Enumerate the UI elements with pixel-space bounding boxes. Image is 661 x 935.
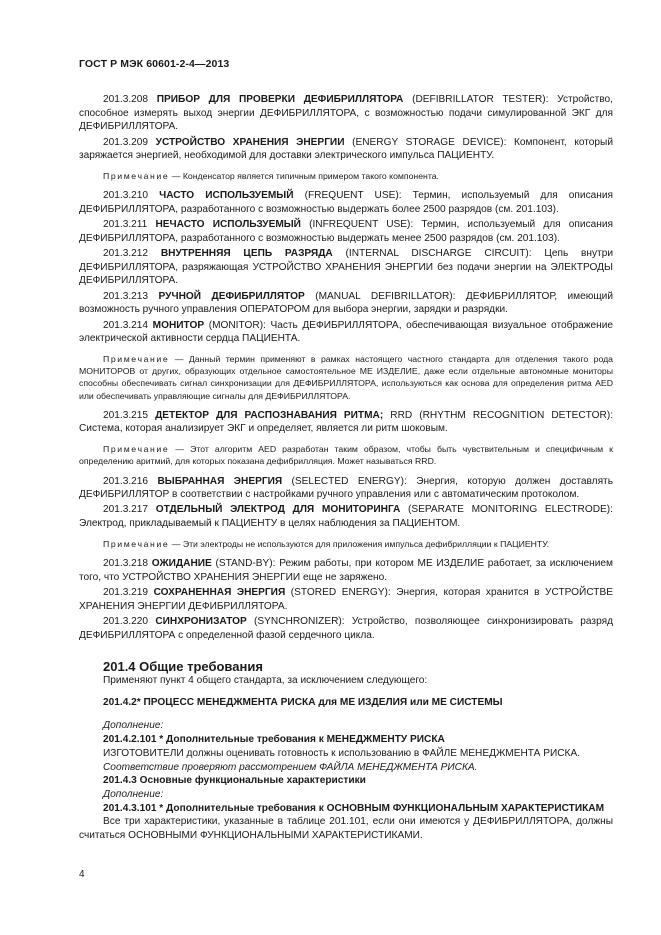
note-label: Примечание (103, 171, 170, 182)
note: Примечание — Конденсатор является типичным примером такого компонента. (103, 171, 439, 182)
definition: 201.3.220 СИНХРОНИЗАТОР (SYNCHRONIZER): Устройство, позволяющее синхронизировать разряд ДЕФИБРИЛЛЯТОРА с определенной фазой сердечного цикла. (79, 615, 613, 641)
note: Примечание — Эти электроды не используются для приложения импульса дефибрилляции к ПАЦИЕНТУ. (103, 538, 550, 549)
definition-term: УСТРОЙСТВО ХРАНЕНИЯ ЭНЕРГИИ (155, 136, 345, 148)
note: Примечание — Этот алгоритм AED разработан таким образом, чтобы быть чувствительным и специфичным к определению аритмий, для которых показана дефибрилляция. Может называться RRD. (79, 444, 613, 467)
definition: 201.3.213 РУЧНОЙ ДЕФИБРИЛЛЯТОР (MANUAL DEFIBRILLATOR): ДЕФИБРИЛЛЯТОР, имеющий возможность ручного управления ОПЕРАТОРОМ для выбора энергии, зарядки и разрядки. (79, 290, 613, 316)
definition: 201.3.218 ОЖИДАНИЕ (STAND-BY): Режим работы, при котором МЕ ИЗДЕЛИЕ работает, за исключением того, что УСТРОЙСТВО ХРАНЕНИЯ ЭНЕРГИИ еще не заряжено. (79, 558, 613, 583)
definition: 201.3.208 ПРИБОР ДЛЯ ПРОВЕРКИ ДЕФИБРИЛЛЯТОРА (DEFIBRILLATOR TESTER): Устройство, способное измерять выход энергии ДЕФИБРИЛЛЯТОРА, с возможностью подачи симулированной ЭКГ для ДЕФИБРИЛЛЯТОРА. (79, 94, 613, 133)
clause-text: ИЗГОТОВИТЕЛИ должны оценивать готовность к использованию в ФАЙЛЕ МЕНЕДЖМЕНТА РИСКА. (103, 747, 581, 759)
definition-term: ВНУТРЕННЯЯ ЦЕПЬ РАЗРЯДА (160, 248, 333, 260)
definition: 201.3.217 ОТДЕЛЬНЫЙ ЭЛЕКТРОД ДЛЯ МОНИТОРИНГА (SEPARATE MONITORING ELECTRODE): Электрод, прикладываемый к ПАЦИЕНТУ в целях наблюдения за ПАЦИЕНТОМ. (79, 504, 613, 530)
section-title: 201.4 Общие требования (103, 659, 263, 675)
definition: 201.3.209 УСТРОЙСТВО ХРАНЕНИЯ ЭНЕРГИИ (ENERGY STORAGE DEVICE): Компонент, который заряжается энергией, необходимой для доставки электрического импульса ПАЦИЕНТУ. (79, 136, 613, 162)
note: Примечание — Данный термин применяют в рамках настоящего частного стандарта для отделения такого рода МОНИТОРОВ от других, образующих отдельное самостоятельное МЕ ИЗДЕЛИЕ, даже если отдельные автономные мониторы способны обеспечивать сигнал синхронизации для ДЕФИБРИЛЛЯТОРА, используються как основа для определения ритма AED или обеспечивать управляющие сигналы для ДЕФИБРИЛЛЯТОРА. (79, 353, 613, 401)
definition-term: НЕЧАСТО ИСПОЛЬЗУЕМЫЙ (155, 219, 301, 231)
section-intro: Применяют пункт 4 общего стандарта, за исключением следующего: (103, 675, 428, 687)
clause-title: 201.4.3 Основные функциональные характеристики (103, 775, 366, 787)
definition-term: ДЕТЕКТОР ДЛЯ РАСПОЗНАВАНИЯ РИТМА; (155, 409, 384, 421)
definition: 201.3.212 ВНУТРЕННЯЯ ЦЕПЬ РАЗРЯДА (INTERNAL DISCHARGE CIRCUIT): Цепь внутри ДЕФИБРИЛЛЯТОРА, разряжающая УСТРОЙСТВО ХРАНЕНИЯ ЭНЕРГИИ без подачи энергии на ЭЛЕКТРОДЫ ДЕФИБРИЛЛЯТОРА. (79, 248, 613, 287)
definition-term: РУЧНОЙ ДЕФИБРИЛЛЯТОР (158, 290, 305, 302)
addition-label: Дополнение: (103, 788, 164, 800)
definition: 201.3.219 СОХРАНЕННАЯ ЭНЕРГИЯ (STORED ENERGY): Энергия, которая хранится в УСТРОЙСТВЕ ХРАНЕНИЯ ЭНЕРГИИ ДЕФИБРИЛЛЯТОРА. (79, 587, 613, 612)
clause-title: 201.4.3.101 * Дополнительные требования к ОСНОВНЫМ ФУНКЦИОНАЛЬНЫМ ХАРАКТЕРИСТИКАМ (103, 802, 605, 814)
document-header: ГОСТ Р МЭК 60601-2-4—2013 (79, 58, 230, 70)
definition-term: МОНИТОР (152, 319, 205, 331)
clause-title: 201.4.2.101 * Дополнительные требования к МЕНЕДЖМЕНТУ РИСКА (103, 734, 445, 746)
definition-term: СИНХРОНИЗАТОР (155, 615, 247, 627)
page-content (79, 93, 613, 843)
definition: 201.3.216 ВЫБРАННАЯ ЭНЕРГИЯ (SELECTED ENERGY): Энергия, которую должен доставлять ДЕФИБРИЛЛЯТОР в соответствии с настройками ручного управления или с автоматическим протоколом. (79, 475, 613, 501)
definition-term: ОЖИДАНИЕ (151, 558, 212, 570)
clause-block (79, 719, 613, 842)
definition-term: ПРИБОР ДЛЯ ПРОВЕРКИ ДЕФИБРИЛЛЯТОРА (156, 94, 404, 105)
definition: 201.3.211 НЕЧАСТО ИСПОЛЬЗУЕМЫЙ (INFREQUENT USE): Термин, используемый для описания ДЕФИБРИЛЛЯТОРА, разработанного с возможностью выдержать менее 2500 разрядов (см. 201.103). (79, 219, 613, 244)
addition-label: Дополнение: (103, 720, 164, 732)
definition: 201.3.210 ЧАСТО ИСПОЛЬЗУЕМЫЙ (FREQUENT USE): Термин, используемый для описания ДЕФИБРИЛЛЯТОРА, разработанного с возможностью выдержать более 2500 разрядов (см. 201.103). (79, 190, 613, 215)
note-label: Примечание (103, 353, 170, 364)
definition-term: СОХРАНЕННАЯ ЭНЕРГИЯ (153, 587, 286, 598)
definition-term: ВЫБРАННАЯ ЭНЕРГИЯ (157, 475, 283, 487)
clause-text: Все три характеристики, указанные в таблице 201.101, если они имеются у ДЕФИБРИЛЛЯТОРА, должны считаться ОСНОВНЫМИ ФУНКЦИОНАЛЬНЫМИ ХАРАКТЕРИСТИКАМИ. (79, 816, 613, 842)
clause-title: 201.4.2* ПРОЦЕСС МЕНЕДЖМЕНТА РИСКА для МЕ ИЗДЕЛИЯ или МЕ СИСТЕМЫ (103, 696, 503, 708)
definition: 201.3.215 ДЕТЕКТОР ДЛЯ РАСПОЗНАВАНИЯ РИТМА; RRD (RHYTHM RECOGNITION DETECTOR): Система, которая анализирует ЭКГ и определяет, является ли ритм шоковым. (79, 409, 614, 435)
note-label: Примечание (103, 444, 170, 455)
definition: 201.3.214 МОНИТОР (MONITOR): Часть ДЕФИБРИЛЛЯТОРА, обеспечивающая визуальное отображение электрической активности сердца ПАЦИЕНТА. (79, 319, 613, 345)
definition-term: ОТДЕЛЬНЫЙ ЭЛЕКТРОД ДЛЯ МОНИТОРИНГА (155, 504, 401, 516)
compliance-text: Соответствие проверяют рассмотрением ФАЙЛА МЕНЕДЖМЕНТА РИСКА. (103, 761, 478, 773)
definition-term: ЧАСТО ИСПОЛЬЗУЕМЫЙ (159, 190, 294, 202)
note-label: Примечание (103, 538, 170, 549)
page-number: 4 (79, 869, 85, 880)
